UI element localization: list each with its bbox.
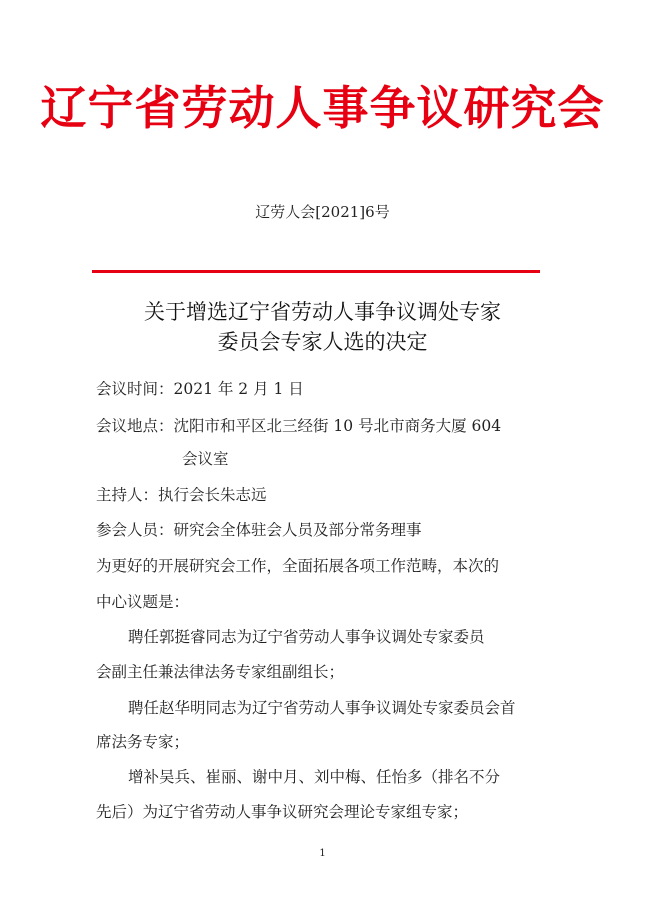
item-1-line-2: 会副主任兼法律法务专家组副组长； <box>96 663 345 681</box>
document-title-line-2: 委员会专家人选的决定 <box>217 330 428 354</box>
item-2-line-2: 席法务专家； <box>96 733 190 751</box>
intro-line-2: 中心议题是： <box>96 593 190 611</box>
meeting-place-line-2: 会议室 <box>182 450 229 468</box>
document-number: 辽劳人会[2021]6号 <box>255 203 390 221</box>
meeting-time: 会议时间：2021 年 2 月 1 日 <box>96 380 304 398</box>
document-title-line-1: 关于增选辽宁省劳动人事争议调处专家 <box>144 300 501 324</box>
item-3-line-1: 增补吴兵、崔丽、谢中月、刘中梅、任怡多（排名不分 <box>128 768 501 786</box>
meeting-host: 主持人：执行会长朱志远 <box>96 486 267 504</box>
page-number: 1 <box>319 848 326 859</box>
intro-line-1: 为更好的开展研究会工作，全面拓展各项工作范畴，本次的 <box>96 557 500 575</box>
item-1-line-1: 聘任郭挺睿同志为辽宁省劳动人事争议调处专家委员 <box>128 628 485 646</box>
item-2-line-1: 聘任赵华明同志为辽宁省劳动人事争议调处专家委员会首 <box>128 699 516 717</box>
meeting-attendees: 参会人员：研究会全体驻会人员及部分常务理事 <box>96 521 422 539</box>
item-3-line-2: 先后）为辽宁省劳动人事争议研究会理论专家组专家； <box>96 803 469 821</box>
red-divider <box>92 270 540 273</box>
meeting-place-line-1: 会议地点：沈阳市和平区北三经街 10 号北市商务大厦 604 <box>96 417 502 435</box>
organization-title: 辽宁省劳动人事争议研究会 <box>40 81 605 135</box>
